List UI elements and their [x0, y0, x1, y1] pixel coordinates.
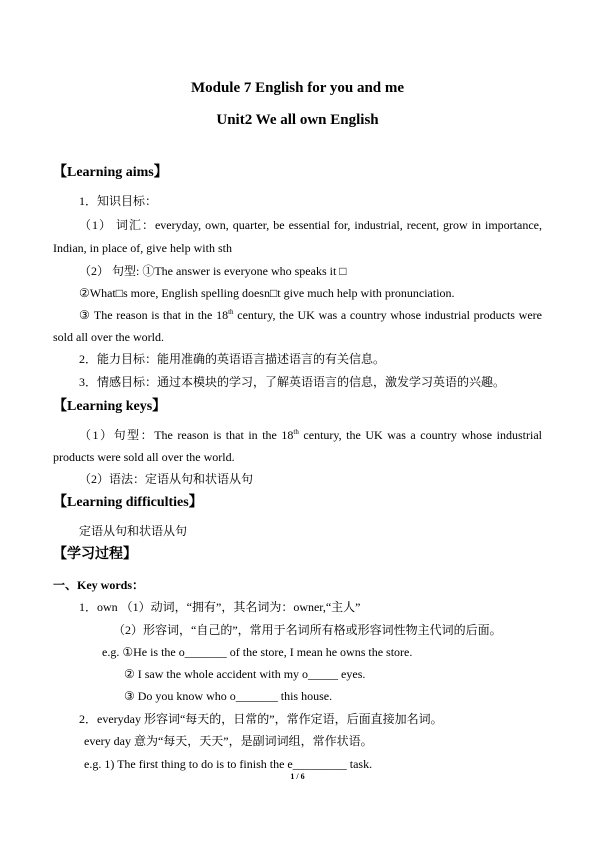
keys-line-1-pre: （1）句型：The reason is that in the 18 — [79, 428, 294, 442]
keys-line-3: （2）语法：定语从句和状语从句 — [79, 472, 254, 486]
page-number: 1 / 6 — [290, 772, 305, 781]
learning-difficulties-heading: 【Learning difficulties】 — [53, 495, 203, 510]
sentence-pattern-line-3 — [79, 308, 542, 322]
keys-line-2: products were sold all over the world. — [53, 450, 235, 464]
sentence-pattern-line-4: sold all over the world. — [53, 330, 164, 344]
own-definition-2: （2）形容词，“自己的”，常用于名词所有格或形容词性物主代词的后面。 — [113, 623, 502, 637]
learning-process-heading: 【学习过程】 — [53, 547, 137, 562]
every-day-definition: every day 意为“每天，天天”，是副词词组，常作状语。 — [84, 734, 373, 748]
everyday-definition: 2．everyday 形容词“每天的，日常的”，常作定语，后面直接加名词。 — [79, 712, 443, 726]
own-example-1: e.g. ①He is the o_______ of the store, I mean he owns the store. — [102, 645, 413, 659]
own-example-3: ③ Do you know who o_______ this house. — [124, 689, 333, 703]
keys-line-1 — [79, 428, 542, 442]
document-title: Module 7 English for you and me — [190, 80, 405, 96]
learning-keys-heading: 【Learning keys】 — [53, 399, 167, 414]
ability-goal: 2．能力目标：能用准确的英语语言描述语言的有关信息。 — [79, 352, 386, 366]
keys-line-1-post: century, the UK was a country whose industrial — [298, 428, 542, 442]
emotion-goal: 3．情感目标：通过本模块的学习，了解英语语言的信息，激发学习英语的兴趣。 — [79, 375, 506, 389]
sentence-pattern-line-1: （2） 句型: ①The answer is everyone who speaks it □ — [79, 264, 347, 278]
own-definition-1: 1．own （1）动词，“拥有”，其名词为：owner,“主人” — [79, 600, 361, 614]
document-subtitle: Unit2 We all own English — [216, 112, 379, 128]
everyday-example-1: e.g. 1) The first thing to do is to finish the e_________ task. — [84, 757, 373, 771]
sentence-pattern-line-3-post: century, the UK was a country whose industrial products were — [233, 308, 542, 322]
vocab-line-1: （1） 词汇：everyday, own, quarter, be essential for, industrial, recent, grow in importance, — [79, 218, 542, 232]
sentence-pattern-line-3-pre: ③ The reason is that in the 18 — [79, 308, 229, 322]
sentence-pattern-line-2: ②What□s more, English spelling doesn□t give much help with pronunciation. — [79, 286, 455, 300]
vocab-line-2: Indian, in place of, give help with sth — [53, 241, 232, 255]
difficulties-line-1: 定语从句和状语从句 — [79, 524, 188, 538]
learning-aims-heading: 【Learning aims】 — [53, 165, 168, 180]
knowledge-goal-label: 1．知识目标： — [79, 194, 158, 208]
own-example-2: ② I saw the whole accident with my o_____ eyes. — [124, 667, 366, 681]
keys-line-1-sup: th — [293, 428, 299, 436]
key-words-heading: 一、Key words： — [53, 578, 144, 592]
sentence-pattern-line-3-sup: th — [228, 308, 234, 316]
